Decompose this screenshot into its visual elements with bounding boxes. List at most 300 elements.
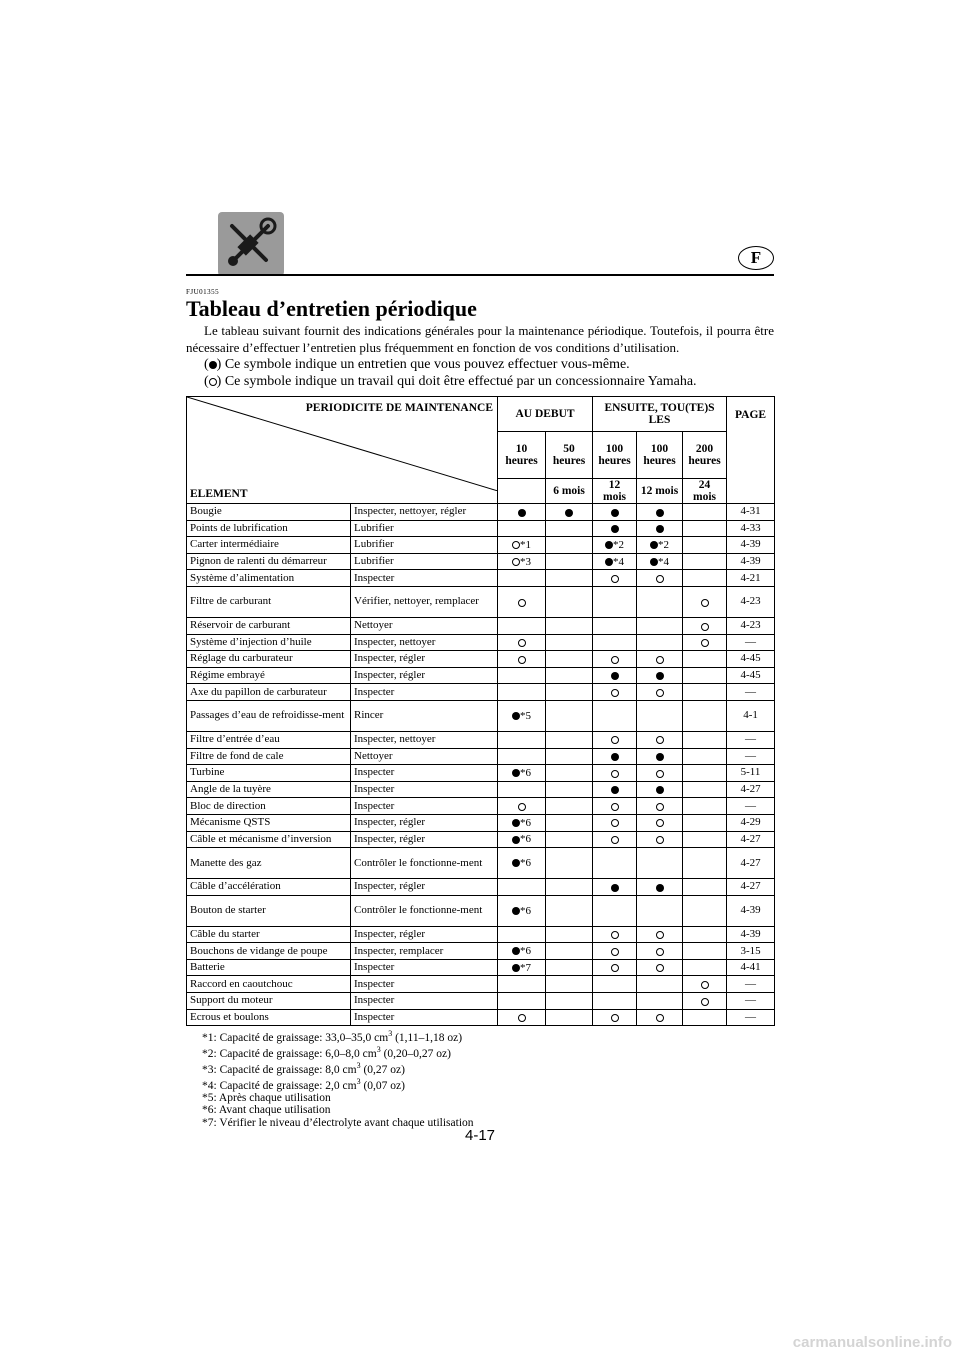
interval-cell [593,765,637,782]
interval-cell [637,926,683,943]
footnote-ref: *6 [520,833,531,846]
action-cell: Lubrifier [351,537,498,554]
footnote-text-tail: (0,20–0,27 oz) [380,1047,451,1060]
open-circle-icon [611,819,619,827]
footnotes [202,1028,474,1129]
interval-cell [593,553,637,570]
element-cell: Bloc de direction [187,798,351,815]
interval-cell [637,667,683,684]
table-row [187,667,775,684]
open-circle-icon [656,689,664,697]
action-cell: Nettoyer [351,617,498,634]
tools-icon [218,212,284,276]
interval-cell [546,570,593,587]
interval-months-header [498,479,546,504]
footnote-ref: *1 [520,538,531,551]
element-cell: Filtre de carburant [187,586,351,617]
open-circle-icon [512,541,520,549]
table-row [187,926,775,943]
footnote-item [202,1076,474,1092]
page-cell: — [727,993,775,1010]
watermark: carmanualsonline.info [792,1334,952,1351]
interval-hours-value: 10 [515,443,528,455]
page-cell: 4-27 [727,781,775,798]
element-cell: Système d’injection d’huile [187,634,351,651]
action-cell: Inspecter [351,781,498,798]
footnote-ref: *2 [658,538,670,551]
interval-months-header: 12 mois [593,479,637,504]
open-circle-icon [701,981,709,989]
open-circle-icon [701,599,709,607]
interval-cell [498,848,546,879]
page-cell: — [727,976,775,993]
action-cell: Lubrifier [351,553,498,570]
element-cell: Pignon de ralenti du démarreur [187,553,351,570]
open-circle-icon [656,803,664,811]
interval-cell [637,748,683,765]
interval-cell [593,993,637,1010]
element-cell: Filtre d’entrée d’eau [187,731,351,748]
language-badge: F [738,246,774,270]
page-cell: 4-27 [727,831,775,848]
action-cell: Inspecter, régler [351,651,498,668]
action-cell: Inspecter, régler [351,814,498,831]
footnote-text-tail: (1,11–1,18 oz) [392,1031,463,1044]
action-cell: Inspecter [351,570,498,587]
footnote-superscript: 3 [376,1045,381,1055]
action-cell: Inspecter [351,1009,498,1026]
interval-cell [546,781,593,798]
page-cell: 4-21 [727,570,775,587]
interval-hours-header [637,432,683,479]
element-cell: Bouchons de vidange de poupe [187,943,351,960]
interval-cell [498,959,546,976]
interval-cell [593,617,637,634]
page-cell: 4-27 [727,848,775,879]
interval-cell [498,831,546,848]
element-cell: Réglage du carburateur [187,651,351,668]
interval-cell [498,651,546,668]
filled-dot-icon [611,672,619,680]
element-cell: Support du moteur [187,993,351,1010]
interval-cell [683,943,727,960]
filled-dot-icon [611,884,619,892]
footnote-ref: *6 [520,857,531,870]
interval-cell [593,586,637,617]
interval-cell [498,684,546,701]
interval-cell [546,879,593,896]
interval-hours-unit: heures [598,455,631,467]
intro-paragraph: Le tableau suivant fournit des indications générales pour la maintenance périodique. Toutefois, il pourra être nécessaire d’effectuer l’entretien plus fréquemment en fonction de vos conditions d’utilisation. [186,323,774,355]
page-cell: 5-11 [727,765,775,782]
interval-cell [546,959,593,976]
interval-cell [683,667,727,684]
interval-cell [498,765,546,782]
interval-hours-header [498,432,546,479]
footnote-text: *5: Après chaque utilisation [202,1092,331,1105]
filled-dot-icon [512,964,520,972]
open-circle-icon [656,1014,664,1022]
interval-cell [637,943,683,960]
interval-cell [683,586,727,617]
element-cell: Passages d’eau de refroidisse-ment [187,700,351,731]
open-circle-icon [611,836,619,844]
interval-cell [498,1009,546,1026]
action-cell: Inspecter, nettoyer, régler [351,504,498,521]
page-cell: 4-33 [727,520,775,537]
filled-dot-icon [605,558,613,566]
interval-cell [637,781,683,798]
au-debut-header: AU DEBUT [498,397,593,432]
interval-cell [593,879,637,896]
element-cell: Ecrous et boulons [187,1009,351,1026]
page-cell: 4-41 [727,959,775,976]
page-cell: 4-27 [727,879,775,896]
page-cell: 4-39 [727,537,775,554]
interval-cell [593,781,637,798]
interval-cell [546,634,593,651]
interval-cell [637,798,683,815]
interval-cell [593,926,637,943]
interval-cell [683,798,727,815]
element-cell: Axe du papillon de carburateur [187,684,351,701]
footnote-item [202,1028,474,1044]
page-cell: 3-15 [727,943,775,960]
interval-hours-unit: heures [643,455,676,467]
open-circle-icon [518,639,526,647]
open-circle-icon [518,1014,526,1022]
open-circle-icon [656,656,664,664]
footnote-item [202,1092,474,1104]
filled-dot-icon [611,753,619,761]
table-row [187,959,775,976]
interval-cell [546,684,593,701]
table-row [187,684,775,701]
table-body [187,504,775,1026]
interval-cell [683,553,727,570]
interval-cell [683,537,727,554]
interval-cell [683,765,727,782]
open-circle-icon [518,803,526,811]
element-cell: Raccord en caoutchouc [187,976,351,993]
action-cell: Inspecter [351,798,498,815]
interval-cell [546,765,593,782]
interval-cell [546,617,593,634]
element-cell: Câble d’accélération [187,879,351,896]
page-cell: 4-23 [727,617,775,634]
filled-dot-icon [656,672,664,680]
interval-cell [498,570,546,587]
interval-cell [546,895,593,926]
interval-cell [498,537,546,554]
interval-cell [683,684,727,701]
footnote-ref: *4 [658,555,670,568]
table-row [187,814,775,831]
interval-cell [637,570,683,587]
interval-cell [593,700,637,731]
interval-cell [498,976,546,993]
page-cell: — [727,748,775,765]
table-row [187,765,775,782]
interval-cell [683,617,727,634]
element-cell: Carter intermédiaire [187,537,351,554]
element-cell: Câble et mécanisme d’inversion [187,831,351,848]
interval-cell [593,520,637,537]
maintenance-table [186,396,775,1026]
element-cell: Points de lubrification [187,520,351,537]
interval-cell [683,879,727,896]
page-cell: 4-29 [727,814,775,831]
interval-cell [498,667,546,684]
action-cell: Inspecter, nettoyer [351,634,498,651]
interval-cell [593,570,637,587]
interval-hours-unit: heures [688,455,721,467]
filled-dot-icon [650,541,658,549]
open-circle-icon [209,378,217,386]
open-circle-icon [611,736,619,744]
footnote-text-tail: (0,07 oz) [360,1079,405,1092]
filled-dot-icon [565,509,573,517]
interval-cell [637,814,683,831]
open-circle-icon [611,964,619,972]
interval-cell [637,553,683,570]
interval-cell [546,553,593,570]
action-cell: Inspecter, nettoyer [351,731,498,748]
footnote-ref: *7 [520,961,531,974]
interval-cell [498,798,546,815]
page-title: Tableau d’entretien périodique [186,296,477,321]
interval-cell [637,700,683,731]
interval-cell [683,926,727,943]
interval-cell [637,634,683,651]
page-cell: 4-45 [727,651,775,668]
page-cell: 4-1 [727,700,775,731]
table-row [187,781,775,798]
open-circle-icon [611,948,619,956]
interval-cell [498,586,546,617]
interval-cell [683,504,727,521]
interval-cell [498,617,546,634]
interval-cell [683,993,727,1010]
ensuite-header: ENSUITE, TOU(TE)S LES [593,397,727,432]
footnote-text: *4: Capacité de graissage: 2,0 cm [202,1079,357,1092]
page-cell: 4-39 [727,926,775,943]
action-cell: Inspecter, régler [351,831,498,848]
interval-cell [683,700,727,731]
interval-cell [498,700,546,731]
footnote-ref: *4 [613,555,625,568]
interval-cell [683,831,727,848]
interval-cell [637,959,683,976]
filled-dot-icon [611,509,619,517]
footnote-item [202,1060,474,1076]
footnote-item [202,1104,474,1116]
periodicity-header: PERIODICITE DE MAINTENANCE [305,402,493,414]
interval-hours-value: 200 [695,443,714,455]
interval-cell [546,798,593,815]
interval-cell [546,926,593,943]
interval-cell [637,684,683,701]
page-cell: — [727,684,775,701]
interval-cell [637,731,683,748]
interval-cell [637,504,683,521]
element-cell: Système d’alimentation [187,570,351,587]
interval-hours-unit: heures [552,455,586,467]
table-row [187,537,775,554]
interval-cell [546,831,593,848]
element-header: ELEMENT [190,488,248,500]
interval-cell [546,943,593,960]
interval-cell [683,570,727,587]
footnote-ref: *2 [613,538,625,551]
filled-dot-icon [605,541,613,549]
action-cell: Inspecter [351,993,498,1010]
interval-hours-header [593,432,637,479]
interval-cell [637,651,683,668]
table-row [187,976,775,993]
element-cell: Angle de la tuyère [187,781,351,798]
filled-dot-icon [512,947,520,955]
interval-cell [593,976,637,993]
interval-cell [546,976,593,993]
action-cell: Lubrifier [351,520,498,537]
table-row [187,520,775,537]
footnote-text: *3: Capacité de graissage: 8,0 cm [202,1063,357,1076]
interval-cell [637,895,683,926]
filled-dot-icon [512,712,520,720]
filled-dot-icon [650,558,658,566]
table-row [187,943,775,960]
interval-cell [593,943,637,960]
filled-dot-icon [656,753,664,761]
open-circle-icon [512,558,520,566]
interval-cell [593,504,637,521]
interval-cell [683,814,727,831]
interval-cell [593,831,637,848]
table-row [187,1009,775,1026]
open-circle-icon [656,736,664,744]
header-diagonal-cell [187,397,498,504]
interval-months-header: 24 mois [683,479,727,504]
interval-cell [683,959,727,976]
interval-cell [593,634,637,651]
interval-cell [546,848,593,879]
interval-cell [593,895,637,926]
action-cell: Inspecter [351,976,498,993]
interval-cell [593,814,637,831]
interval-cell [593,651,637,668]
table-row [187,993,775,1010]
interval-cell [498,926,546,943]
interval-cell [498,895,546,926]
interval-cell [637,848,683,879]
footnote-ref: *6 [520,904,531,917]
interval-hours-value: 50 [563,443,575,455]
interval-cell [593,848,637,879]
element-cell: Bouton de starter [187,895,351,926]
page-cell: 4-45 [727,667,775,684]
interval-cell [637,879,683,896]
interval-cell [683,651,727,668]
open-circle-icon [656,836,664,844]
section-code: FJU01355 [186,288,220,296]
action-cell: Inspecter, régler [351,667,498,684]
interval-cell [546,586,593,617]
interval-cell [637,617,683,634]
open-circle-icon [656,770,664,778]
open-circle-icon [518,656,526,664]
open-circle-icon [611,689,619,697]
interval-cell [498,504,546,521]
footnote-item [202,1044,474,1060]
interval-cell [546,748,593,765]
footnote-superscript: 3 [388,1029,393,1038]
element-cell: Manette des gaz [187,848,351,879]
interval-cell [637,976,683,993]
interval-cell [637,537,683,554]
interval-cell [546,814,593,831]
action-cell: Inspecter, remplacer [351,943,498,960]
interval-cell [498,731,546,748]
page-cell: — [727,798,775,815]
interval-hours-header [683,432,727,479]
filled-dot-icon [611,525,619,533]
interval-cell [498,634,546,651]
filled-dot-icon [512,836,520,844]
interval-cell [593,798,637,815]
legend-self-maintenance: ( ) Ce symbole indique un entretien que vous pouvez effectuer vous-même. [204,357,630,372]
interval-cell [683,848,727,879]
interval-cell [593,537,637,554]
filled-dot-icon [209,361,217,369]
page-header: PAGE [727,397,775,504]
table-row [187,895,775,926]
interval-cell [546,651,593,668]
interval-cell [498,553,546,570]
interval-months-header: 6 mois [546,479,593,504]
interval-cell [683,731,727,748]
interval-cell [637,520,683,537]
open-circle-icon [701,639,709,647]
interval-hours-unit: heures [505,455,538,467]
element-cell: Filtre de fond de cale [187,748,351,765]
table-row [187,848,775,879]
interval-months-header: 12 mois [637,479,683,504]
interval-cell [593,959,637,976]
page-cell: 4-31 [727,504,775,521]
interval-cell [546,993,593,1010]
footnote-superscript: 3 [356,1077,361,1087]
action-cell: Rincer [351,700,498,731]
footnote-ref: *6 [520,816,531,829]
action-cell: Inspecter [351,959,498,976]
filled-dot-icon [656,786,664,794]
interval-cell [683,634,727,651]
open-circle-icon [611,656,619,664]
filled-dot-icon [518,509,526,517]
footnote-text-tail: (0,27 oz) [360,1063,405,1076]
footnote-ref: *6 [520,945,531,958]
page-cell: 4-23 [727,586,775,617]
interval-cell [637,586,683,617]
interval-cell [683,895,727,926]
open-circle-icon [611,575,619,583]
open-circle-icon [656,931,664,939]
interval-cell [498,943,546,960]
open-circle-icon [611,1014,619,1022]
action-cell: Contrôler le fonctionne-ment [351,895,498,926]
open-circle-icon [611,803,619,811]
